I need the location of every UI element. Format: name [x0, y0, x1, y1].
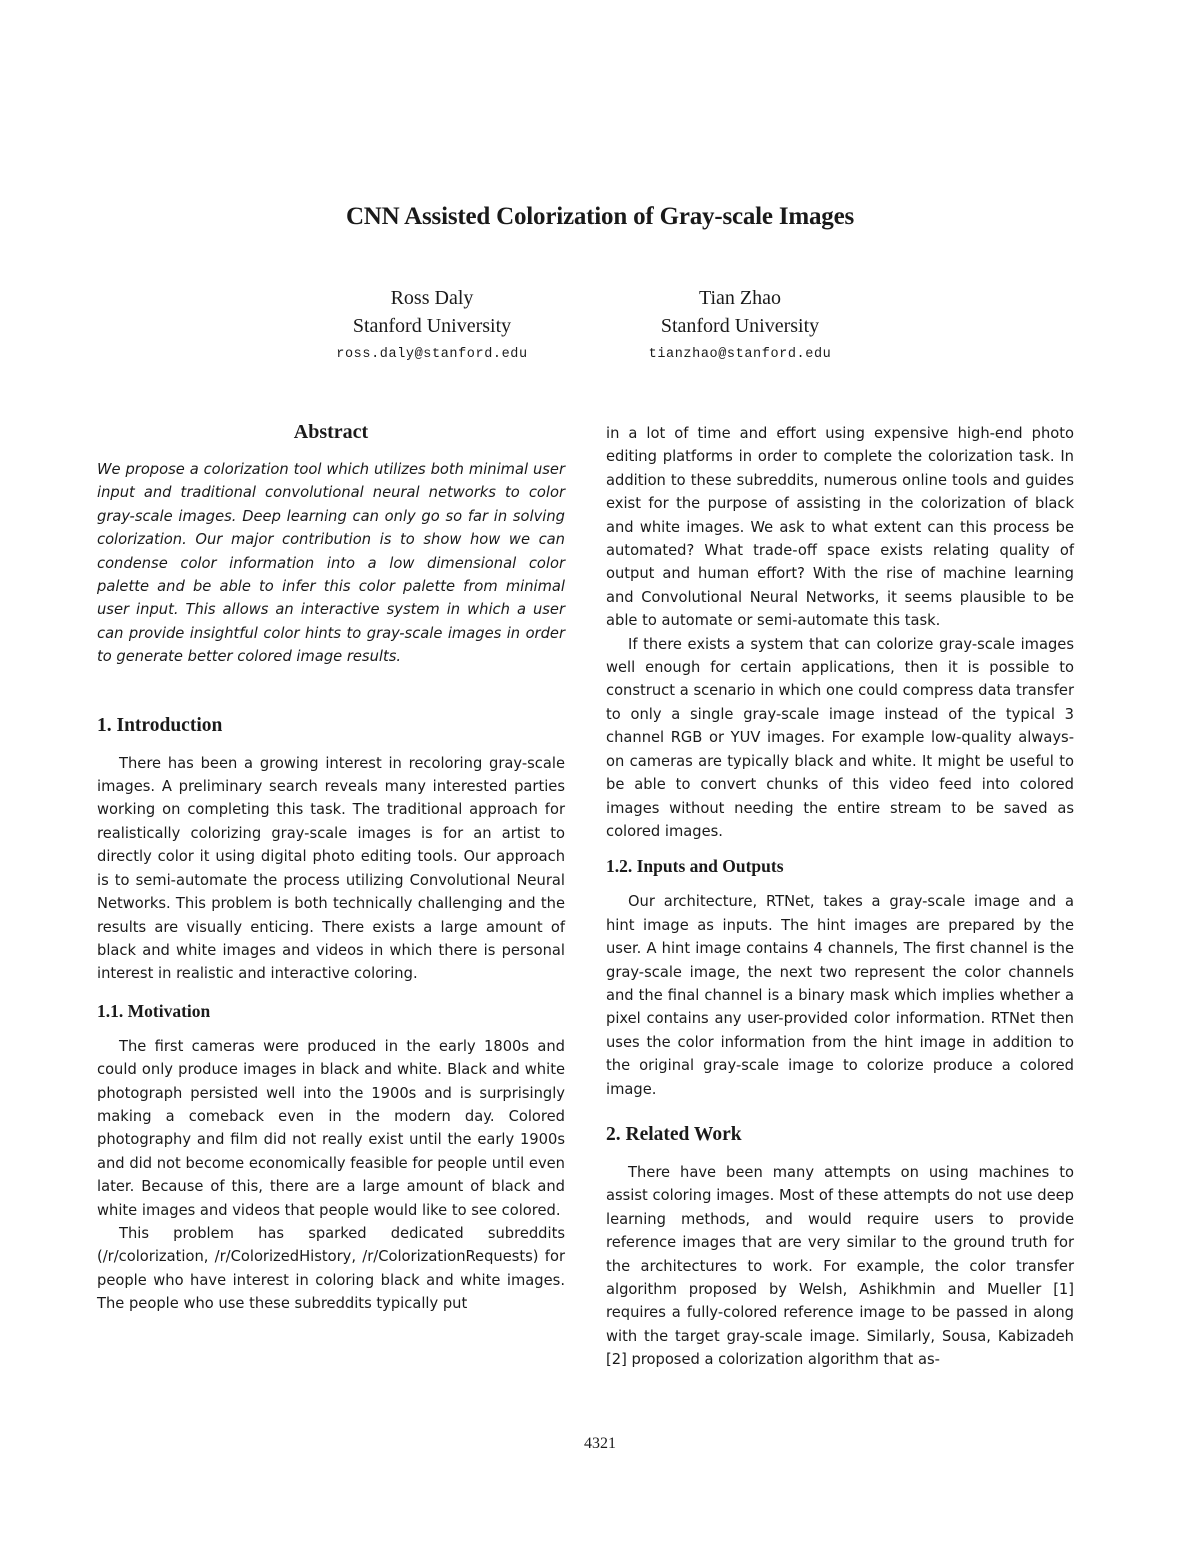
paper-title: CNN Assisted Colorization of Gray-scale Images [345, 203, 855, 230]
left-column [97, 420, 565, 1316]
author-email: ross.daly@stanford.edu [336, 347, 528, 362]
author-block-2 [580, 284, 900, 370]
subsection-heading-inputs-outputs: 1.2. Inputs and Outputs [606, 856, 784, 877]
abstract-text: We propose a colorization tool which utilizes both minimal user input and traditional convolutional neural networks to color gray-scale images. Deep learning can only go so far in solving colorization. Our major contribution is to show how we can condense color information into a low dimensional color palette and be able to infer this color palette from minimal user input. This allows an interactive system in which a user can provide insightful color hints to gray-scale images in order to generate better colored image results. [97, 461, 565, 666]
author-affiliation: Stanford University [660, 315, 820, 337]
author-name: Ross Daly [390, 287, 474, 309]
paragraph: The first cameras were produced in the early 1800s and could only produce images in black and white. Black and white photograph persisted well into the 1900s and is surprisingly making a comeback even in the modern day. Colored photography and film did not really exist until the early 1900s and did not become economically feasible for people until even later. Because of this, there are a large amount of black and white images and videos that people would like to see colored. [97, 1037, 565, 1219]
paragraph: This problem has sparked dedicated subreddits (/r/colorization, /r/ColorizedHistory, /r/ColorizationRequests) for people who have interest in coloring black and white images. The people who use these subreddits typically put [97, 1224, 565, 1313]
subsection-heading-motivation: 1.1. Motivation [97, 1000, 211, 1021]
section-heading-introduction: 1. Introduction [97, 714, 223, 736]
right-column [606, 422, 1074, 1372]
author-email: tianzhao@stanford.edu [648, 347, 832, 362]
author-affiliation: Stanford University [352, 315, 512, 337]
paragraph-continuation: in a lot of time and effort using expensive high-end photo editing platforms in order to complete the colorization task. In addition to these subreddits, numerous online tools and guides exist for the purpose of assisting in the colorization of black and white images. We ask to what extent can this process be automated? What trade-off space exists relating quality of output and human effort? With the rise of machine learning and Convolutional Neural Networks, it seems plausible to be able to automate or semi-automate this task. [606, 425, 1074, 630]
paragraph: There have been many attempts on using machines to assist coloring images. Most of these attempts do not use deep learning methods, and would require users to provide reference images that are very similar to the ground truth for the architectures to work. For example, the color transfer algorithm proposed by Welsh, Ashikhmin and Mueller [1] requires a fully-colored reference image to be passed in along with the target gray-scale image. Similarly, Sousa, Kabizadeh [2] proposed a colorization algorithm that as- [606, 1163, 1074, 1369]
paragraph: Our architecture, RTNet, takes a gray-scale image and a hint image as inputs. The hint images are prepared by the user. A hint image contains 4 channels, The first channel is the gray-scale image, the next two represent the color channels and the final channel is a binary mask which implies whether a pixel contains any user-provided color information. RTNet then uses the color information from the hint image in addition to the original gray-scale image to colorize produce a colored image. [606, 893, 1074, 1098]
abstract-heading: Abstract [293, 421, 369, 443]
paragraph: If there exists a system that can colorize gray-scale images well enough for certain applications, then it is possible to construct a scenario in which one could compress data transfer to only a single gray-scale image instead of the typical 3 channel RGB or YUV images. For example low-quality always-on cameras are typically black and white. It might be useful to be able to convert chunks of this video feed into colored images without needing the entire stream to be saved as colored images. [606, 635, 1074, 840]
page-number: 4321 [584, 1435, 616, 1452]
author-name: Tian Zhao [698, 287, 782, 309]
section-heading-related-work: 2. Related Work [606, 1123, 742, 1145]
abstract-body [97, 458, 565, 669]
paragraph: There has been a growing interest in recoloring gray-scale images. A preliminary search reveals many interested parties working on completing this task. The traditional approach for realistically colorizing gray-scale images is for an artist to directly color it using digital photo editing tools. Our approach is to semi-automate the process utilizing Convolutional Neural Networks. This problem is both technically challenging and the results are visually enticing. There exists a large amount of black and white images and videos in which there is personal interest in realistic and interactive coloring. [97, 754, 565, 983]
author-block-1 [272, 284, 592, 370]
